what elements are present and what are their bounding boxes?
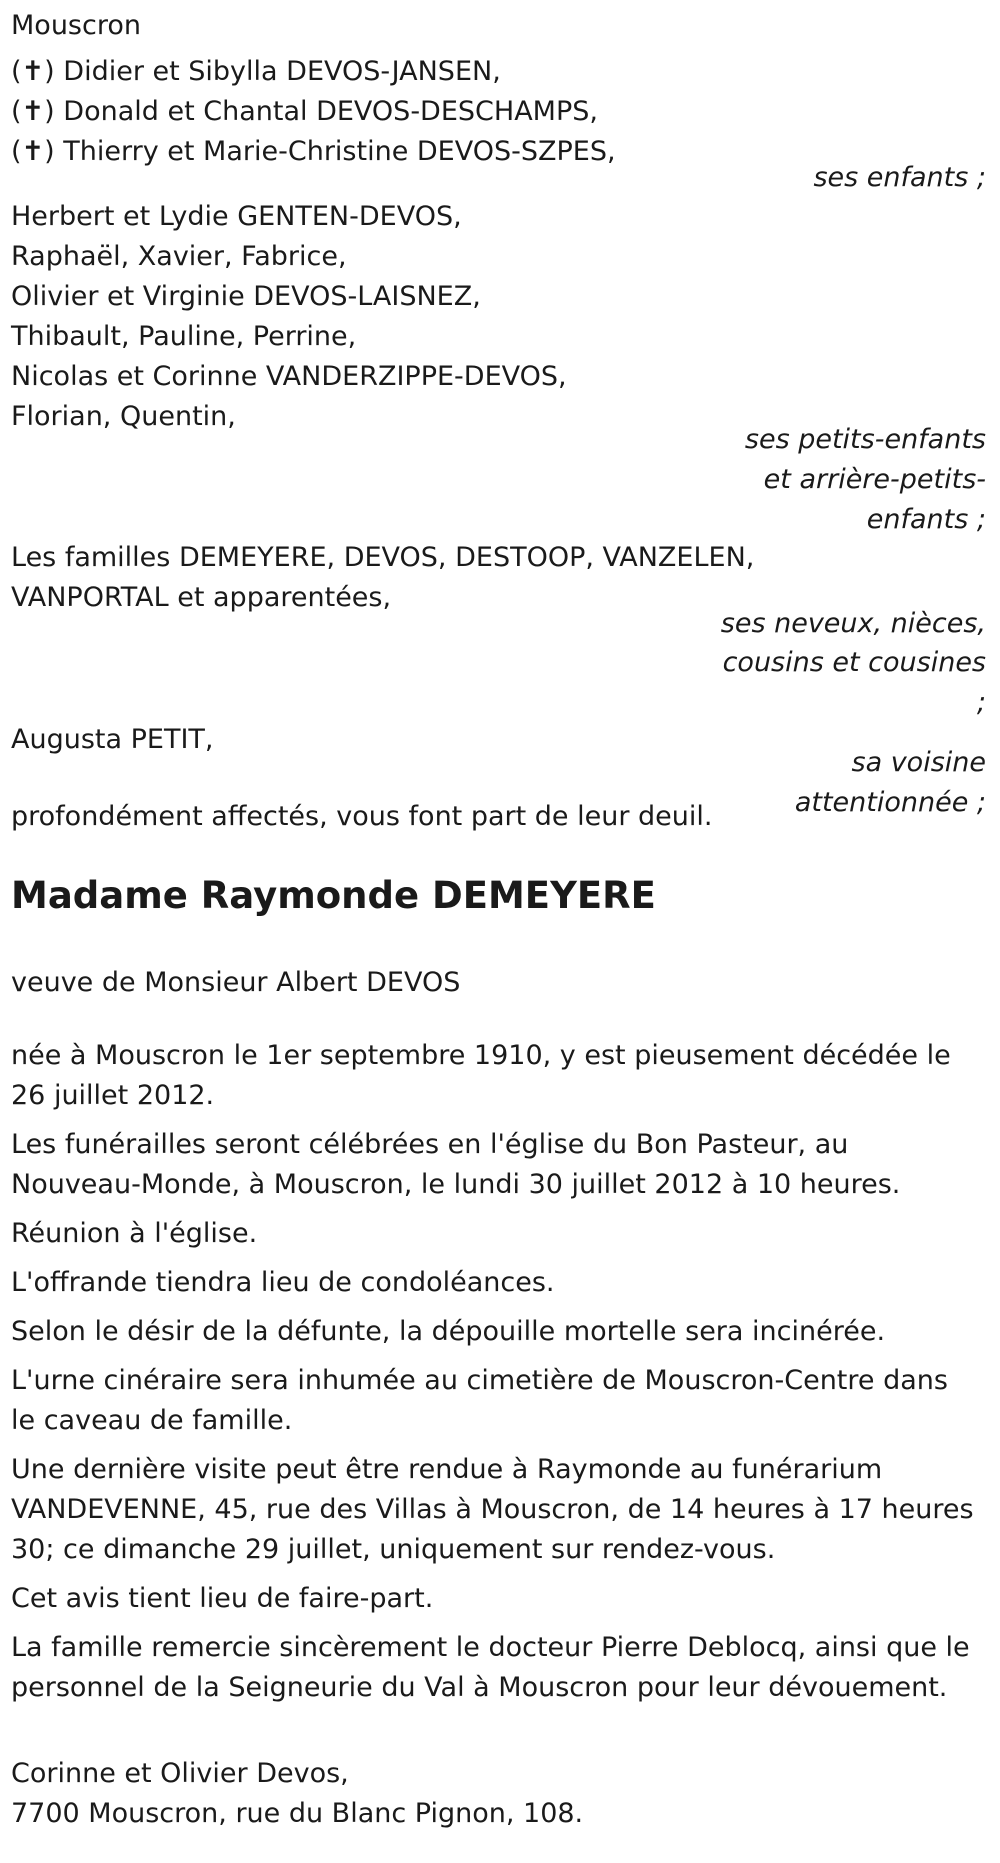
grandchild-line: Olivier et Virginie DEVOS-LAISNEZ, bbox=[11, 281, 481, 312]
widow-of: veuve de Monsieur Albert DEVOS bbox=[11, 967, 461, 998]
grandchild-line: Raphaël, Xavier, Fabrice, bbox=[11, 241, 347, 272]
paragraph: Selon le désir de la défunte, la dépouille mortelle sera incinérée. bbox=[11, 1316, 886, 1347]
families-role: cousins et cousines bbox=[722, 647, 986, 678]
paragraph: Une dernière visite peut être rendue à Raymonde au funérarium VANDEVENNE, 45, rue des Villas à Mouscron, de 14 heures à 17 heures 30; ce dimanche 29 juillet, uniquement sur rendez-vous. bbox=[11, 1454, 974, 1565]
neighbor-line: Augusta PETIT, bbox=[11, 724, 214, 755]
paragraph: née à Mouscron le 1er septembre 1910, y est pieusement décédée le 26 juillet 2012. bbox=[11, 1040, 951, 1111]
paragraph: La famille remercie sincèrement le docteur Pierre Deblocq, ainsi que le personnel de la Seigneurie du Val à Mouscron pour leur dévouement. bbox=[11, 1632, 970, 1703]
families-line: VANPORTAL et apparentées, bbox=[11, 582, 392, 613]
families-line: Les familles DEMEYERE, DEVOS, DESTOOP, VANZELEN, bbox=[11, 542, 755, 573]
paragraph: L'urne cinéraire sera inhumée au cimetière de Mouscron-Centre dans le caveau de famille. bbox=[11, 1365, 948, 1436]
paragraphs bbox=[11, 1036, 976, 1717]
grandchild-line: Thibault, Pauline, Perrine, bbox=[11, 321, 357, 352]
location: Mouscron bbox=[11, 10, 141, 41]
closing-line: profondément affectés, vous font part de leur deuil. bbox=[11, 801, 713, 832]
contact-line: Corinne et Olivier Devos, bbox=[11, 1758, 349, 1789]
paragraph: Réunion à l'église. bbox=[11, 1218, 258, 1249]
paragraph: Cet avis tient lieu de faire-part. bbox=[11, 1583, 434, 1614]
families-role: ; bbox=[976, 687, 986, 718]
families-role: ses neveux, nièces, bbox=[720, 608, 986, 639]
grandchild-line: Florian, Quentin, bbox=[11, 401, 236, 432]
child-line: (✝) Thierry et Marie-Christine DEVOS-SZPES, bbox=[11, 136, 616, 167]
neighbor-role: sa voisine bbox=[851, 747, 986, 778]
child-line: (✝) Didier et Sibylla DEVOS-JANSEN, bbox=[11, 56, 501, 87]
grandchildren-role: et arrière-petits- bbox=[763, 464, 986, 495]
child-line: (✝) Donald et Chantal DEVOS-DESCHAMPS, bbox=[11, 96, 598, 127]
paragraph: L'offrande tiendra lieu de condoléances. bbox=[11, 1267, 555, 1298]
grandchild-line: Herbert et Lydie GENTEN-DEVOS, bbox=[11, 201, 462, 232]
children-role: ses enfants ; bbox=[813, 162, 986, 193]
paragraph: Les funérailles seront célébrées en l'église du Bon Pasteur, au Nouveau-Monde, à Mouscron, le lundi 30 juillet 2012 à 10 heures. bbox=[11, 1129, 901, 1200]
grandchild-line: Nicolas et Corinne VANDERZIPPE-DEVOS, bbox=[11, 361, 567, 392]
grandchildren-role: enfants ; bbox=[866, 504, 986, 535]
deceased-name: Madame Raymonde DEMEYERE bbox=[11, 874, 656, 917]
grandchildren-role: ses petits-enfants bbox=[744, 424, 986, 455]
neighbor-role: attentionnée ; bbox=[794, 787, 986, 818]
contact-line: 7700 Mouscron, rue du Blanc Pignon, 108. bbox=[11, 1798, 584, 1829]
